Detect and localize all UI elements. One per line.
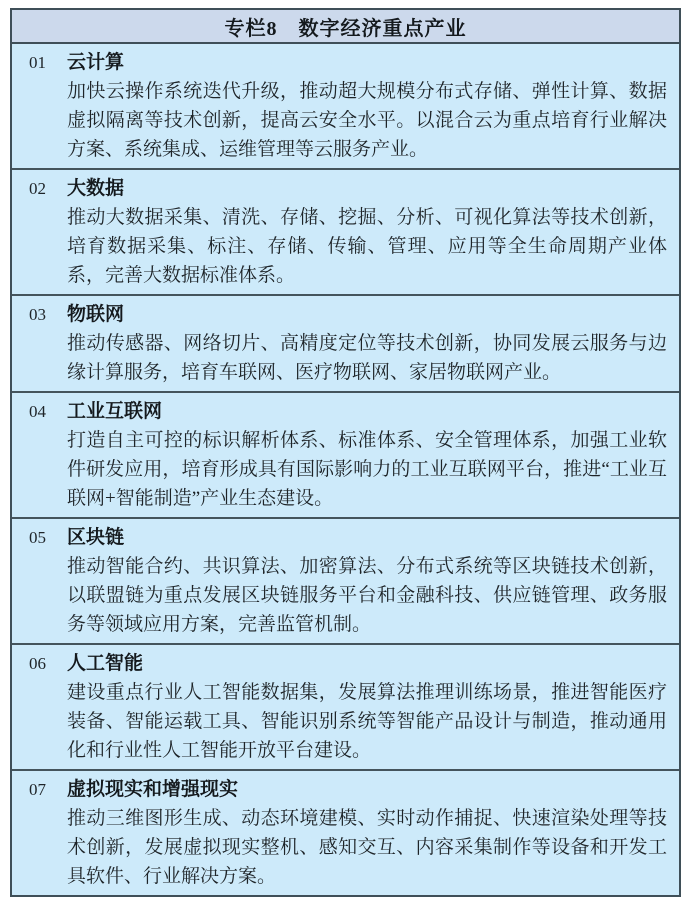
feature-box <box>10 8 681 897</box>
section-title: 云计算 <box>67 52 125 73</box>
section-title: 大数据 <box>67 178 125 199</box>
section-number: 02 <box>29 179 46 198</box>
section-title: 虚拟现实和增强现实 <box>67 779 239 800</box>
feature-box-header <box>12 10 679 44</box>
section-vr-ar <box>12 771 679 895</box>
section-title: 物联网 <box>67 304 125 325</box>
section-blockchain <box>12 519 679 645</box>
section-text: 建设重点行业人工智能数据集，发展算法推理训练场景，推进智能医疗装备、智能运载工具、智能识别系统等智能产品设计与制造，推动通用化和行业性人工智能开放平台建设。 <box>67 682 667 761</box>
section-text: 推动传感器、网络切片、高精度定位等技术创新，协同发展云服务与边缘计算服务，培育车联网、医疗物联网、家居物联网产业。 <box>67 333 667 383</box>
section-title: 工业互联网 <box>67 401 163 422</box>
section-industrial-internet <box>12 393 679 519</box>
section-title: 人工智能 <box>67 653 144 674</box>
section-title: 区块链 <box>67 527 125 548</box>
section-ai <box>12 645 679 771</box>
section-number: 01 <box>29 53 46 72</box>
section-number: 07 <box>29 780 46 799</box>
section-number: 05 <box>29 528 46 547</box>
section-text: 推动大数据采集、清洗、存储、挖掘、分析、可视化算法等技术创新，培育数据采集、标注、存储、传输、管理、应用等全生命周期产业体系，完善大数据标准体系。 <box>67 207 667 286</box>
section-cloud-computing <box>12 44 679 170</box>
section-number: 06 <box>29 654 46 673</box>
section-text: 打造自主可控的标识解析体系、标准体系、安全管理体系，加强工业软件研发应用，培育形成具有国际影响力的工业互联网平台，推进“工业互联网+智能制造”产业生态建设。 <box>67 430 667 509</box>
section-text: 推动智能合约、共识算法、加密算法、分布式系统等区块链技术创新，以联盟链为重点发展区块链服务平台和金融科技、供应链管理、政务服务等领域应用方案，完善监管机制。 <box>67 556 667 635</box>
section-number: 04 <box>29 402 46 421</box>
section-number: 03 <box>29 305 46 324</box>
section-iot <box>12 296 679 393</box>
section-text: 推动三维图形生成、动态环境建模、实时动作捕捉、快速渲染处理等技术创新，发展虚拟现实整机、感知交互、内容采集制作等设备和开发工具软件、行业解决方案。 <box>67 808 667 887</box>
section-text: 加快云操作系统迭代升级，推动超大规模分布式存储、弹性计算、数据虚拟隔离等技术创新，提高云安全水平。以混合云为重点培育行业解决方案、系统集成、运维管理等云服务产业。 <box>67 81 667 160</box>
feature-box-title: 专栏8 数字经济重点产业 <box>224 17 467 40</box>
section-big-data <box>12 170 679 296</box>
